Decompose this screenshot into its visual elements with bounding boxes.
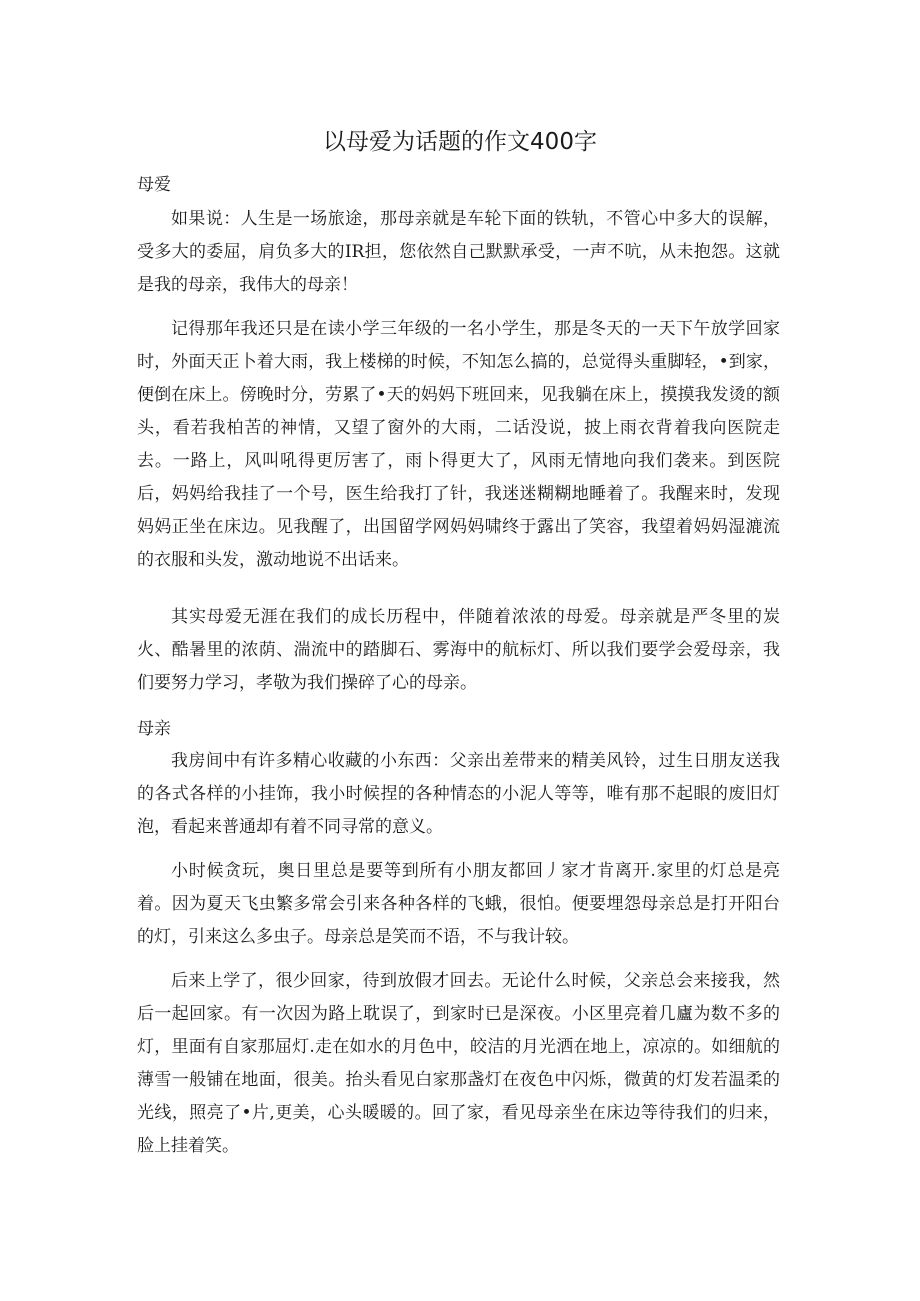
section-heading-mother-love: 母爱 [137,175,171,195]
paragraph: 小时候贪玩，奥日里总是要等到所有小朋友都回丿家才肯离开.家里的灯总是亮着。因为夏天飞虫繁多常会引来各种各样的飞蛾，很怕。便要埋怨母亲总是打开阳台的灯，引来这么多虫子。母亲总是笑而不语，不与我计较。 [137,861,780,947]
page-title: 以母爱为话题的作文400字 [323,129,597,155]
section-heading-mother: 母亲 [137,719,171,739]
paragraph: 如果说：人生是一场旅途，那母亲就是车轮下面的铁轨，不管心中多大的误解，受多大的委屈，肩负多大的IR担，您依然自己默默承受，一声不吭，从未抱怨。这就是我的母亲，我伟大的母亲！ [137,209,780,295]
paragraph: 我房间中有许多精心收藏的小东西：父亲出差带来的精美风铃，过生日朋友送我的各式各样的小挂饰，我小时候捏的各种情态的小泥人等等，唯有那不起眼的废旧灯泡，看起来普通却有着不同寻常的意义。 [137,751,780,837]
paragraph: 其实母爱无涯在我们的成长历程中，伴随着浓浓的母爱。母亲就是严冬里的炭火、酷暑里的浓荫、湍流中的踏脚石、雾海中的航标灯、所以我们要学会爱母亲，我们要努力学习，孝敬为我们操碎了心的母亲。 [137,607,780,693]
paragraph: 记得那年我还只是在读小学三年级的一名小学生，那是冬天的一天下午放学回家时，外面天正卜着大雨，我上楼梯的时候，不知怎么搞的，总觉得头重脚轻，•到家，便倒在床上。傍晚时分，劳累了•天的妈妈下班回来，见我躺在床上，摸摸我发烫的额头，看若我柏苦的神情，又望了窗外的大雨，二话没说，披上雨衣背着我向医院走去。一路上，风叫吼得更厉害了，雨卜得更大了，风雨无情地向我们袭来。到医院后，妈妈给我挂了一个号，医生给我打了针，我迷迷糊糊地睡着了。我醒来时，发现妈妈正坐在床边。见我醒了，出国留学网妈妈啸终于露出了笑容，我望着妈妈湿漉流的衣服和头发，激动地说不出话来。 [137,319,780,570]
paragraph: 后来上学了，很少回家，待到放假才回去。无论什么时候，父亲总会来接我，然后一起回家。有一次因为路上耽误了，到家时已是深夜。小区里亮着几廬为数不多的灯，里面有自家那屈灯.走在如水的月色中，皎洁的月光洒在地上，凉凉的。如细航的薄雪一般铺在地面，很美。抬头看见白家那盏灯在夜色中闪烁，微黄的灯发若温柔的光线，照亮了•片,更美，心头暖暖的。回了家，看见母亲坐在床边等待我们的归来，脸上挂着笑。 [137,971,780,1156]
